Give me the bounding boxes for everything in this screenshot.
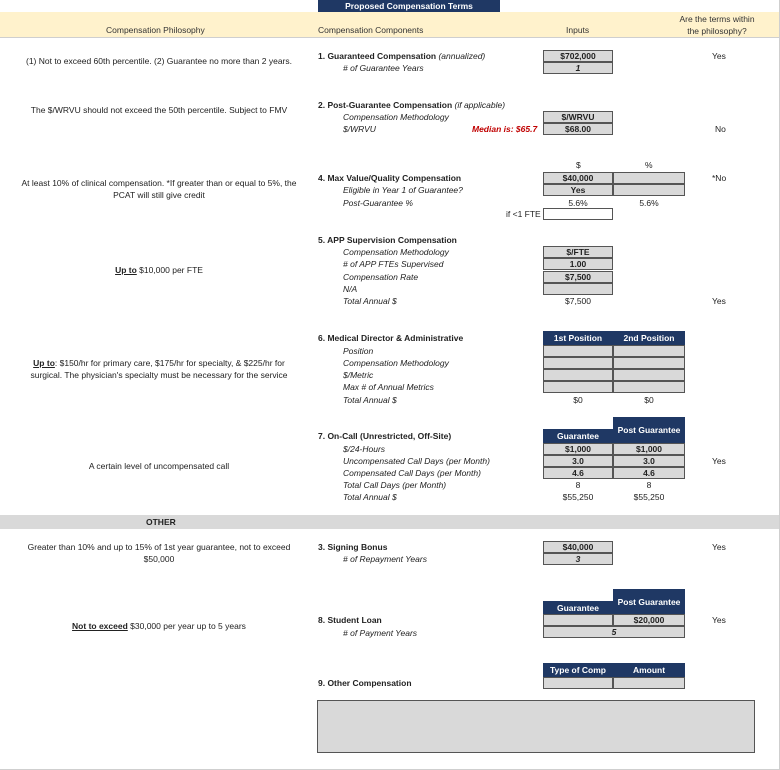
philosophy-loan-underline: Not to exceed [72,621,128,631]
oncall-total-label: Total Annual $ [343,492,397,502]
quality-amount-input[interactable]: $40,000 [543,172,613,184]
app-method-input[interactable]: $/FTE [543,246,613,258]
director-total-label: Total Annual $ [343,395,397,405]
answer-post-guarantee: No [715,124,726,134]
oncall-comp-1[interactable]: 4.6 [543,467,613,479]
header-inputs: Inputs [566,25,590,35]
section-signing-title: 3. Signing Bonus [318,542,388,552]
oncall-col2-header: Post Guarantee [613,417,685,443]
signing-amount-input[interactable]: $40,000 [543,541,613,553]
post-rate-input[interactable]: $68.00 [543,123,613,135]
oncall-rate-2[interactable]: $1,000 [613,443,685,455]
oncall-uncomp-label: Uncompensated Call Days (per Month) [343,456,490,466]
app-total-label: Total Annual $ [343,296,397,306]
philosophy-guaranteed: (1) Not to exceed 60th percentile. (2) Guarantee no more than 2 years. [25,56,292,66]
director-metric-1[interactable] [543,369,613,381]
philosophy-quality [0,177,318,201]
post-rate-label: $/WRVU [343,124,376,134]
header-components: Compensation Components [318,25,424,35]
philosophy-app-upto: Up to [115,265,137,275]
header-within: Are the terms within the philosophy? [679,14,755,36]
director-col2-header: 2nd Position [613,331,685,345]
philosophy-loan [0,620,318,632]
other-comp-type-header: Type of Comp [543,663,613,677]
philosophy-oncall: A certain level of uncompensated call [88,461,230,471]
section-oncall-title: 7. On-Call (Unrestricted, Off-Site) [318,431,452,441]
median-note: Median is: $65.7 [472,124,538,134]
philosophy-app [0,264,318,276]
loan-guarantee-input[interactable] [543,614,613,626]
other-comp-amount-input[interactable] [613,677,685,689]
signing-years-label: # of Repayment Years [343,554,427,564]
app-method-label: Compensation Methodology [343,247,449,257]
app-rate-input[interactable]: $7,500 [543,271,613,283]
notes-textarea[interactable] [317,700,755,753]
section-post-guarantee-title [318,100,505,110]
philosophy-loan-rest: $30,000 per year up to 5 years [127,621,246,631]
philosophy-signing [0,541,318,565]
director-metric-2[interactable] [613,369,685,381]
loan-years-input[interactable]: 5 [543,626,685,638]
director-total-2: $0 [644,395,654,405]
guaranteed-title-text: 1. Guaranteed Compensation [318,51,437,61]
philosophy-director [0,357,318,381]
app-total-value: $7,500 [565,296,591,306]
philosophy-director-upto: Up to [33,358,55,368]
quality-pct-input[interactable] [613,172,685,184]
oncall-total-1: $55,250 [562,492,594,502]
director-method-2[interactable] [613,357,685,369]
header-philosophy: Compensation Philosophy [106,25,205,35]
answer-loan: Yes [712,615,726,625]
header-divider [0,37,780,38]
quality-post-pct-1: 5.6% [568,198,588,208]
oncall-rate-label: $/24-Hours [343,444,386,454]
director-total-1: $0 [573,395,583,405]
oncall-total-2: $55,250 [633,492,665,502]
signing-years-input[interactable]: 3 [543,553,613,565]
section-app-title: 5. APP Supervision Compensation [318,235,457,245]
post-method-label: Compensation Methodology [343,112,449,122]
section-director-title: 6. Medical Director & Administrative [318,333,464,343]
answer-signing: Yes [712,542,726,552]
oncall-comp-label: Compensated Call Days (per Month) [343,468,481,478]
section-quality-title: 4. Max Value/Quality Compensation [318,173,462,183]
loan-col1-header: Guarantee [543,601,613,615]
oncall-uncomp-1[interactable]: 3.0 [543,455,613,467]
director-max-1[interactable] [543,381,613,393]
quality-fte-input[interactable] [543,208,613,220]
app-ftes-label: # of APP FTEs Supervised [343,259,444,269]
app-na-input[interactable] [543,283,613,295]
answer-oncall: Yes [712,456,726,466]
oncall-comp-2[interactable]: 4.6 [613,467,685,479]
philosophy-signing-line2: $50,000 [143,554,175,564]
oncall-days-label: Total Call Days (per Month) [343,480,447,490]
oncall-col1-header: Guarantee [543,429,613,443]
philosophy-app-rest: $10,000 per FTE [136,265,203,275]
director-max-2[interactable] [613,381,685,393]
oncall-uncomp-2[interactable]: 3.0 [613,455,685,467]
director-metric-label: $/Metric [343,370,374,380]
header-row [0,12,780,38]
philosophy-quality-line2: PCAT will still give credit [113,190,205,200]
oncall-days-1: 8 [575,480,581,490]
guaranteed-amount-input[interactable]: $702,000 [543,50,613,62]
philosophy-director-line1: : $150/hr for primary care, $175/hr for specialty, & $225/hr for [54,358,285,368]
post-method-input[interactable]: $/WRVU [543,111,613,123]
quality-col-pct: % [645,160,653,170]
answer-app: Yes [712,296,726,306]
app-na-label: N/A [343,284,358,294]
oncall-rate-1[interactable]: $1,000 [543,443,613,455]
director-method-label: Compensation Methodology [343,358,449,368]
director-position-2[interactable] [613,345,685,357]
answer-guaranteed: Yes [712,51,726,61]
app-ftes-input[interactable]: 1.00 [543,258,613,270]
philosophy-post-guarantee: The $/WRVU should not exceed the 50th percentile. Subject to FMV [30,105,288,115]
quality-eligible-label: Eligible in Year 1 of Guarantee? [343,185,463,195]
philosophy-quality-line1: At least 10% of clinical compensation. *If greater than or equal to 5%, the [21,178,297,188]
post-guarantee-title-note: (if applicable) [454,100,506,110]
guarantee-years-label: # of Guarantee Years [343,63,424,73]
quality-post-pct-2: 5.6% [639,198,659,208]
post-guarantee-title-text: 2. Post-Guarantee Compensation [318,100,453,110]
section-loan-title: 8. Student Loan [318,615,382,625]
director-col1-header: 1st Position [543,331,613,345]
guarantee-years-input[interactable]: 1 [543,62,613,74]
quality-post-label: Post-Guarantee % [343,198,413,208]
guaranteed-title-note: (annualized) [438,51,486,61]
app-rate-label: Compensation Rate [343,272,419,282]
oncall-days-2: 8 [646,480,652,490]
quality-col-dollar: $ [576,160,581,170]
other-comp-type-input[interactable] [543,677,613,689]
other-comp-amount-header: Amount [613,663,685,677]
philosophy-signing-line1: Greater than 10% and up to 15% of 1st year guarantee, not to exceed [27,542,291,552]
loan-post-input[interactable]: $20,000 [613,614,685,626]
philosophy-director-line2: surgical. The physician's specialty must be necessary for the service [30,370,288,380]
answer-quality: *No [712,173,727,183]
loan-years-label: # of Payment Years [343,628,418,638]
section-other-comp-title: 9. Other Compensation [318,678,412,688]
director-method-1[interactable] [543,357,613,369]
quality-fte-label: if <1 FTE [506,209,541,219]
director-max-label: Max # of Annual Metrics [343,382,434,392]
director-position-1[interactable] [543,345,613,357]
other-divider [0,515,780,529]
quality-eligible-input[interactable]: Yes [543,184,613,196]
section-guaranteed-title [318,51,485,61]
director-position-label: Position [343,346,374,356]
quality-eligible-pct-input[interactable] [613,184,685,196]
other-label: OTHER [146,517,176,527]
page-title: Proposed Compensation Terms [318,0,500,12]
loan-col2-header: Post Guarantee [613,589,685,615]
